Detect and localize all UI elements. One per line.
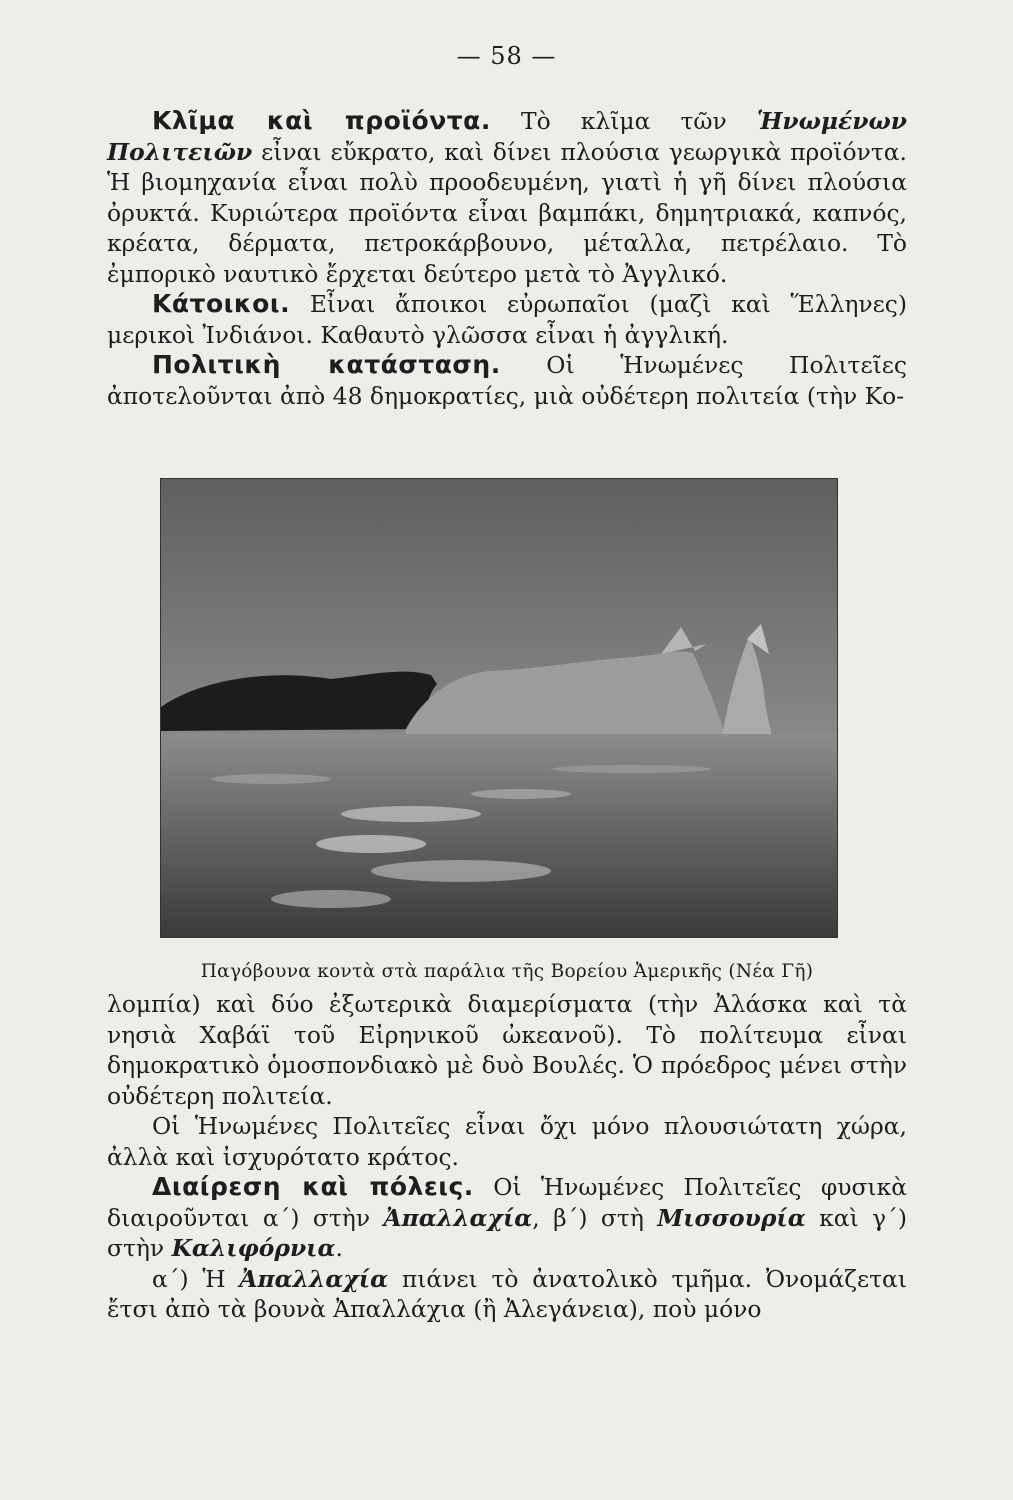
text-segment: καὶ γ΄) στὴν [107,1203,907,1262]
emphasis-united-states: Ἡνωμένων Πολιτειῶν [107,107,907,166]
text-block-lower [107,989,907,1325]
text-segment: εἶναι εὔκρατο, καὶ δίνει πλούσια γεωργικὰ προϊόντα. Ἡ βιομηχανία εἶναι πολὺ προοδευμένη, γιατὶ ἡ γῆ δίνει πλούσια ὀρυκτά. Κυριώτερα προϊόντα εἶναι βαμπάκι, δημητριακά, καπνός, κρέατα, δέρματα, πετροκάρβουνο, μέταλλα, πετρέλαιο. Τὸ ἐμπορικὸ ναυτικὸ ἔρχεται δεύτερο μετὰ τὸ Ἀγγλικό. [107,137,907,288]
photo-caption: Παγόβουνα κοντὰ στὰ παράλια τῆς Βορείου Ἀμερικῆς (Νέα Γῆ) [200,961,814,982]
paragraph-appalachia [107,1264,907,1325]
paragraph-climate [107,106,907,289]
text-segment: . [335,1234,343,1262]
text-segment: Οἱ Ἡνωμένες Πολιτεῖες ἀποτελοῦνται ἀπὸ 48 δημοκρατίες, μιὰ οὐδέτερη πολιτεία (τὴν Κο- [107,351,907,410]
text-segment: πιάνει τὸ ἀνατολικὸ τμῆμα. Ὀνομάζεται ἔτσι ἀπὸ τὰ βουνὰ Ἀπαλλάχια (ἢ Ἀλεγάνεια), ποὺ μόνο [107,1264,908,1323]
paragraph-power: Οἱ Ἡνωμένες Πολιτεῖες εἶναι ὄχι μόνο πλουσιώτατη χώρα, ἀλλὰ καὶ ἰσχυρότατο κράτος. [107,1112,907,1171]
emphasis-appalachia: Ἀπαλλαχία [383,1203,533,1232]
heading-division: Διαίρεση καὶ πόλεις. [152,1172,474,1201]
text-block-upper [107,106,907,411]
heading-climate: Κλῖμα καὶ προϊόντα. [152,106,491,135]
paragraph-inhabitants [107,289,907,350]
text-segment: Εἶναι ἄποικοι εὐρωπαῖοι (μαζὶ καὶ Ἕλληνες) μερικοὶ Ἰνδιάνοι. Καθαυτὸ γλῶσσα εἶναι ἡ ἀγγλική. [107,290,907,349]
emphasis-appalachia-region: Ἀπαλλαχία [239,1264,389,1293]
heading-politics: Πολιτικὴ κατάσταση. [152,350,501,379]
text-segment: Οἱ Ἡνωμένες Πολιτεῖες φυσικὰ διαιροῦνται α΄) στὴν [107,1173,908,1232]
text-segment: , β΄) στὴ [532,1203,658,1232]
text-segment: Τὸ κλῖμα τῶν [490,107,757,135]
iceberg-photograph [160,478,838,938]
paragraph-division [107,1172,907,1264]
paragraph-politics [107,350,907,411]
paragraph-politics-continued: λομπία) καὶ δύο ἐξωτερικὰ διαμερίσματα (τὴν Ἀλάσκα καὶ τὰ νησιὰ Χαβάϊ τοῦ Εἰρηνικοῦ ὠκεανοῦ). Τὸ πολίτευμα εἶναι δημοκρατικὸ ὁμοσπονδιακὸ μὲ δυὸ Βουλές. Ὁ πρόεδρος μένει στὴν οὐδέτερη πολιτεία. [107,990,907,1110]
emphasis-california: Καλιφόρνια [171,1234,336,1262]
heading-inhabitants: Κάτοικοι. [152,289,291,318]
text-segment: α΄) Ἡ [152,1264,240,1293]
page-number: — 58 — [456,42,557,70]
emphasis-missouri: Μισσουρία [657,1203,806,1232]
